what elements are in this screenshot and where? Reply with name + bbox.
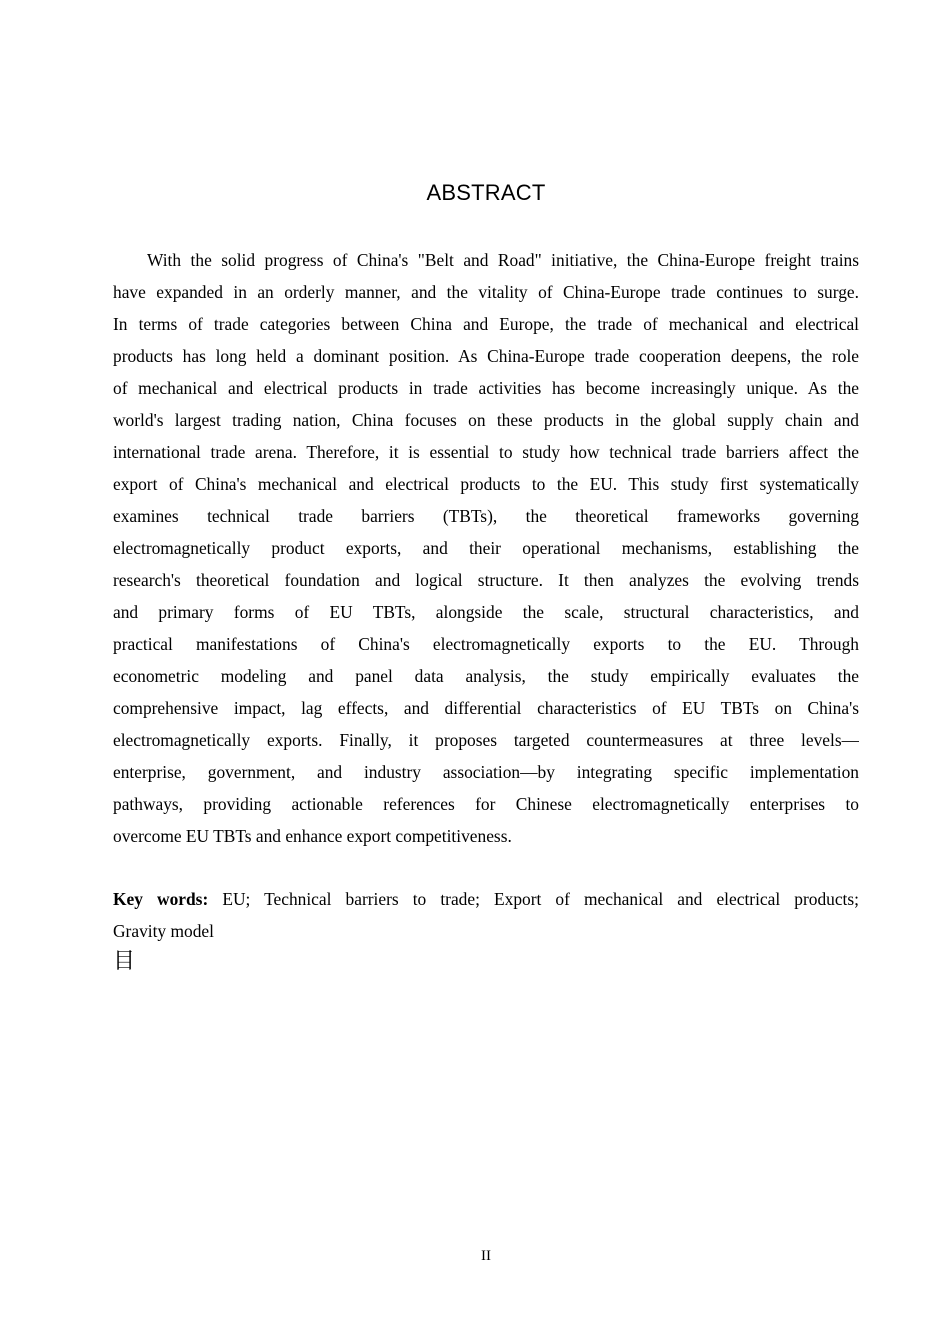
abstract-line: electromagnetically exports. Finally, it proposes targeted countermeasures at three levels— — [113, 730, 859, 750]
abstract-line: electromagnetically product exports, and their operational mechanisms, establishing the — [113, 538, 859, 558]
abstract-line: and primary forms of EU TBTs, alongside the scale, structural characteristics, and — [113, 602, 859, 622]
abstract-line: overcome EU TBTs and enhance export competitiveness. — [113, 826, 512, 846]
abstract-line: of mechanical and electrical products in trade activities has become increasingly unique. As the — [113, 378, 859, 398]
abstract-line: econometric modeling and panel data analysis, the study empirically evaluates the — [113, 666, 859, 686]
abstract-line: practical manifestations of China's electromagnetically exports to the EU. Through — [113, 634, 859, 654]
keywords-label: Key words: — [113, 889, 209, 909]
page-number: II — [481, 1248, 491, 1264]
abstract-line: research's theoretical foundation and logical structure. It then analyzes the evolving trends — [113, 570, 859, 590]
abstract-line: products has long held a dominant position. As China-Europe trade cooperation deepens, the role — [113, 346, 859, 366]
abstract-line: world's largest trading nation, China focuses on these products in the global supply chain and — [113, 410, 859, 430]
keywords-text: EU; Technical barriers to trade; Export of mechanical and electrical products; — [222, 889, 859, 909]
abstract-paragraph — [113, 244, 859, 852]
toc-heading-char: 目 — [113, 949, 136, 974]
abstract-line: In terms of trade categories between China and Europe, the trade of mechanical and electrical — [113, 314, 859, 334]
abstract-line: export of China's mechanical and electrical products to the EU. This study first systematically — [113, 474, 859, 494]
keywords-line — [113, 883, 859, 915]
abstract-line: have expanded in an orderly manner, and the vitality of China-Europe trade continues to surge. — [113, 282, 859, 302]
abstract-line: enterprise, government, and industry association—by integrating specific implementation — [113, 762, 859, 782]
abstract-line: comprehensive impact, lag effects, and differential characteristics of EU TBTs on China's — [113, 698, 859, 718]
abstract-title: ABSTRACT — [426, 180, 546, 205]
abstract-line: international trade arena. Therefore, it is essential to study how technical trade barriers affect the — [113, 442, 859, 462]
abstract-line: pathways, providing actionable references for Chinese electromagnetically enterprises to — [113, 794, 859, 814]
keywords-block — [113, 883, 859, 947]
keywords-line-2: Gravity model — [113, 921, 214, 941]
abstract-line: With the solid progress of China's "Belt and Road" initiative, the China-Europe freight trains — [147, 250, 859, 270]
abstract-line: examines technical trade barriers (TBTs), the theoretical frameworks governing — [113, 506, 859, 526]
